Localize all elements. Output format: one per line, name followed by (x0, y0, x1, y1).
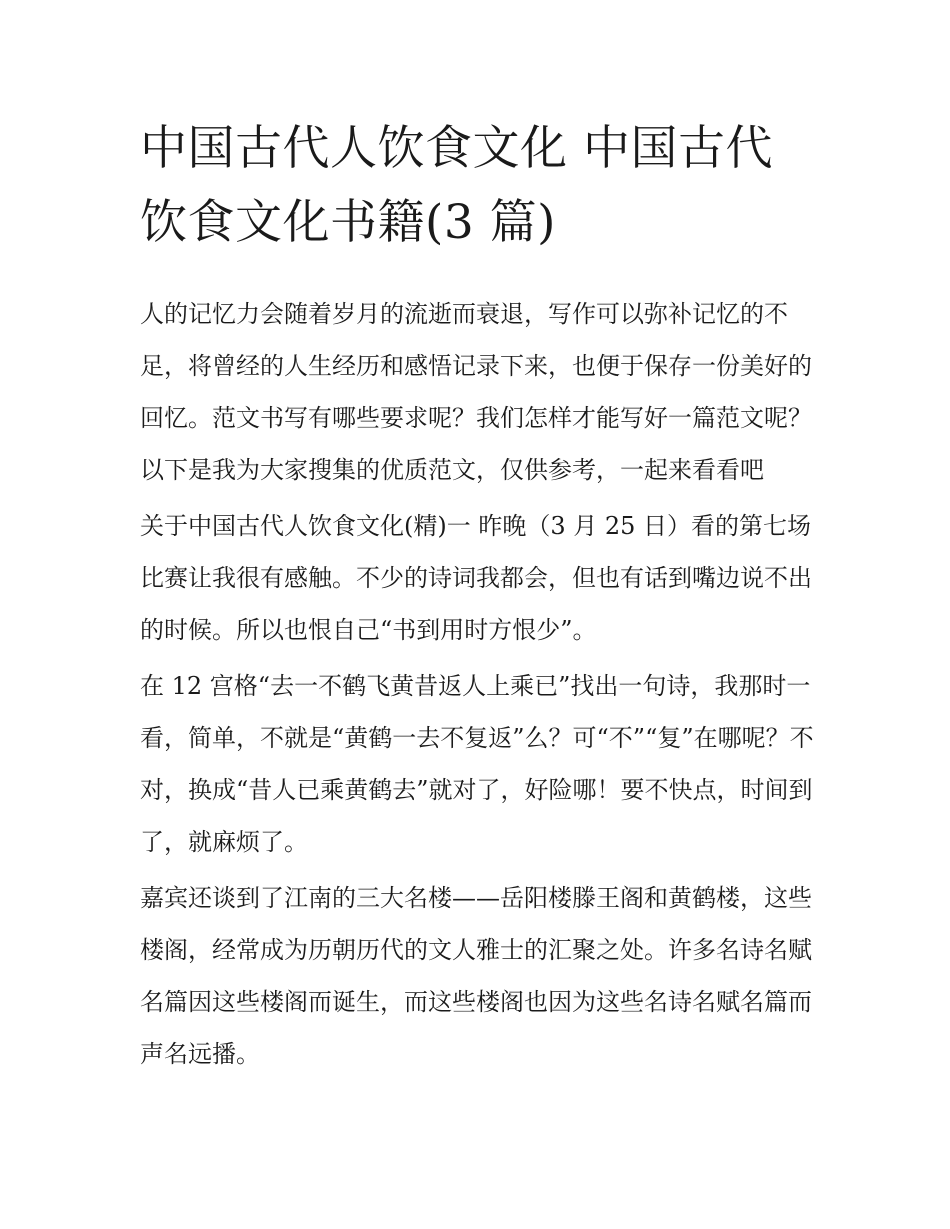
body-paragraph-3: 嘉宾还谈到了江南的三大名楼——岳阳楼滕王阁和黄鹤楼，这些楼阁，经常成为历朝历代的文人雅士的汇聚之处。许多名诗名赋名篇因这些楼阁而诞生，而这些楼阁也因为这些名诗名赋名篇而声名远播。 (140, 884, 812, 1068)
body-paragraph-1: 关于中国古代人饮食文化(精)一 昨晚（3 月 25 日）看的第七场比赛让我很有感触。不少的诗词我都会，但也有话到嘴边说不出的时候。所以也恨自己“书到用时方恨少”。 (140, 512, 812, 644)
intro-paragraph: 人的记忆力会随着岁月的流逝而衰退，写作可以弥补记忆的不足，将曾经的人生经历和感悟记录下来，也便于保存一份美好的回忆。范文书写有哪些要求呢？我们怎样才能写好一篇范文呢？以下是我为大家搜集的优质范文，仅供参考，一起来看看吧 (140, 300, 812, 484)
document-title: 中国古代人饮食文化 中国古代饮食文化书籍(3 篇) (140, 121, 773, 250)
document-page (140, 112, 820, 1084)
body-paragraph-2: 在 12 宫格“去一不鹤飞黄昔返人上乘已”找出一句诗，我那时一看，简单，不就是“黄鹤一去不复返”么？可“不”“复”在哪呢？不对，换成“昔人已乘黄鹤去”就对了，好险哪！要不快点，时间到了，就麻烦了。 (140, 672, 814, 856)
